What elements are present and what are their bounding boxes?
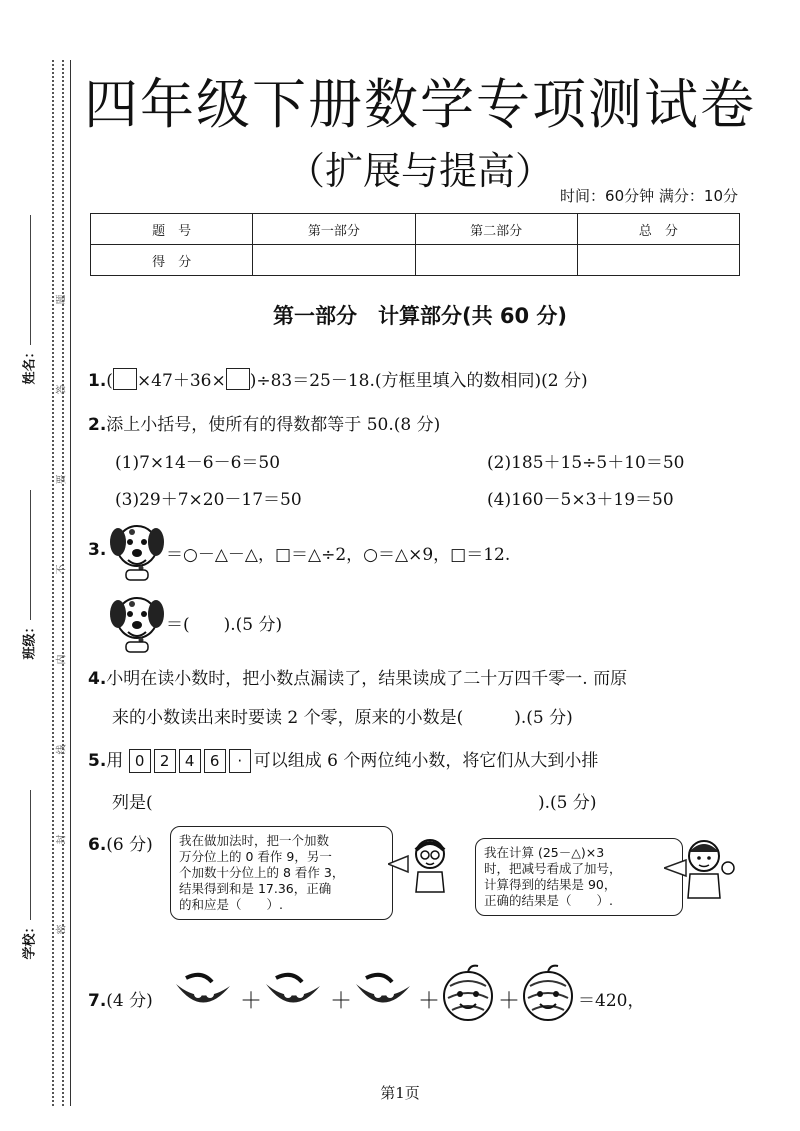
q2-item: (4)160－5×3＋19＝50 xyxy=(487,490,674,510)
banana-icon xyxy=(172,972,234,1020)
name-label: 姓名： xyxy=(22,345,38,385)
school-label: 学校： xyxy=(22,920,38,960)
answer-box[interactable] xyxy=(113,368,137,390)
score-header: 第二部分 xyxy=(415,214,577,245)
question-number: 5. xyxy=(88,751,107,771)
question-number: 6. xyxy=(88,835,107,855)
watermelon-icon xyxy=(520,962,576,1024)
question-number: 1. xyxy=(88,371,107,391)
score-header: 总 分 xyxy=(577,214,739,245)
question-1: 1.( ×47＋36× )÷83＝25－18.(方框里填入的数相同)(2 分) xyxy=(88,366,588,391)
seal-char: 要 xyxy=(56,474,68,485)
seal-char: 不 xyxy=(56,564,68,575)
watermelon-icon xyxy=(440,962,496,1024)
seal-char: 线 xyxy=(56,744,68,755)
girl-with-glasses-icon xyxy=(388,836,454,896)
question-6: 6.(6 分) xyxy=(88,835,153,855)
q2-item: (1)7×14－6－6＝50 xyxy=(115,453,281,473)
question-4: 4.小明在读小数时，把小数点漏读了，结果读成了二十万四千零一. 而原 xyxy=(88,669,628,689)
score-row-label: 得 分 xyxy=(91,245,253,276)
question-number: 4. xyxy=(88,669,107,689)
score-cell[interactable] xyxy=(415,245,577,276)
plus-sign: ＋ xyxy=(330,989,353,1014)
dog-icon xyxy=(108,520,166,582)
digit-card: · xyxy=(229,749,251,773)
section-title: 第一部分 计算部分(共 60 分) xyxy=(272,304,568,328)
binding-solid-line xyxy=(70,60,71,1106)
digit-card: 2 xyxy=(154,749,176,773)
score-cell[interactable] xyxy=(253,245,415,276)
question-2: 2.添上小括号，使所有的得数都等于 50.(8 分) xyxy=(88,415,441,435)
question-7: 7.(4 分) xyxy=(88,991,153,1011)
question-number: 7. xyxy=(88,991,107,1011)
score-header: 第一部分 xyxy=(253,214,415,245)
name-field[interactable] xyxy=(30,215,31,345)
q7-result: ＝420， xyxy=(578,991,645,1011)
dog-icon xyxy=(108,592,166,654)
seal-char: 内 xyxy=(56,654,68,665)
plus-sign: ＋ xyxy=(418,989,441,1014)
question-3 xyxy=(88,540,106,560)
q3-line1: ＝○－△－△，□＝△÷2，○＝△×9，□＝12. xyxy=(166,545,511,565)
q4-line2: 来的小数读出来时要读 2 个零，原来的小数是( ).(5 分) xyxy=(112,708,573,728)
speech-bubble-2: 我在计算 (25－△)×3 时，把减号看成了加号， 计算得到的结果是 90， 正确的结果是（ ）. xyxy=(475,838,683,916)
question-number: 2. xyxy=(88,415,107,435)
q5-line2-pre: 列是( xyxy=(112,793,153,813)
digit-card: 6 xyxy=(204,749,226,773)
seal-char: 题 xyxy=(56,294,68,305)
question-number: 3. xyxy=(88,540,107,560)
page-title: 四年级下册数学专项测试卷 xyxy=(84,73,756,136)
banana-icon xyxy=(262,972,324,1020)
speech-bubble-1: 我在做加法时，把一个加数 万分位上的 0 看作 9，另一 个加数十分位上的 8 看作 3， 结果得到和是 17.36，正确 的和应是（ ）. xyxy=(170,826,393,920)
boy-icon xyxy=(664,834,742,900)
score-table xyxy=(90,213,740,276)
score-cell[interactable] xyxy=(577,245,739,276)
question-5: 5.用 0 2 4 6 · 可以组成 6 个两位纯小数，将它们从大到小排 xyxy=(88,751,599,771)
digit-card: 0 xyxy=(129,749,151,773)
digit-card: 4 xyxy=(179,749,201,773)
q5-line2-post: ).(5 分) xyxy=(538,793,597,813)
page-number: 第1页 xyxy=(380,1084,420,1102)
answer-box[interactable] xyxy=(226,368,250,390)
plus-sign: ＋ xyxy=(498,989,521,1014)
binding-dotted-line xyxy=(62,60,64,1106)
plus-sign: ＋ xyxy=(240,989,263,1014)
q2-item: (3)29＋7×20－17＝50 xyxy=(115,490,302,510)
exam-meta: 时间：60分钟 满分：10分 xyxy=(560,187,738,205)
class-field[interactable] xyxy=(30,490,31,620)
seal-char: 封 xyxy=(56,834,68,845)
school-field[interactable] xyxy=(30,790,31,920)
seal-char: 密 xyxy=(56,924,68,935)
banana-icon xyxy=(352,972,414,1020)
q3-line2: ＝( ).(5 分) xyxy=(166,615,283,635)
page-subtitle: （扩展与提高） xyxy=(286,149,553,193)
seal-char: 答 xyxy=(56,384,68,395)
class-label: 班级： xyxy=(22,620,38,660)
score-header: 题 号 xyxy=(91,214,253,245)
q2-item: (2)185＋15÷5＋10＝50 xyxy=(487,453,685,473)
binding-dotted-line xyxy=(52,60,54,1106)
